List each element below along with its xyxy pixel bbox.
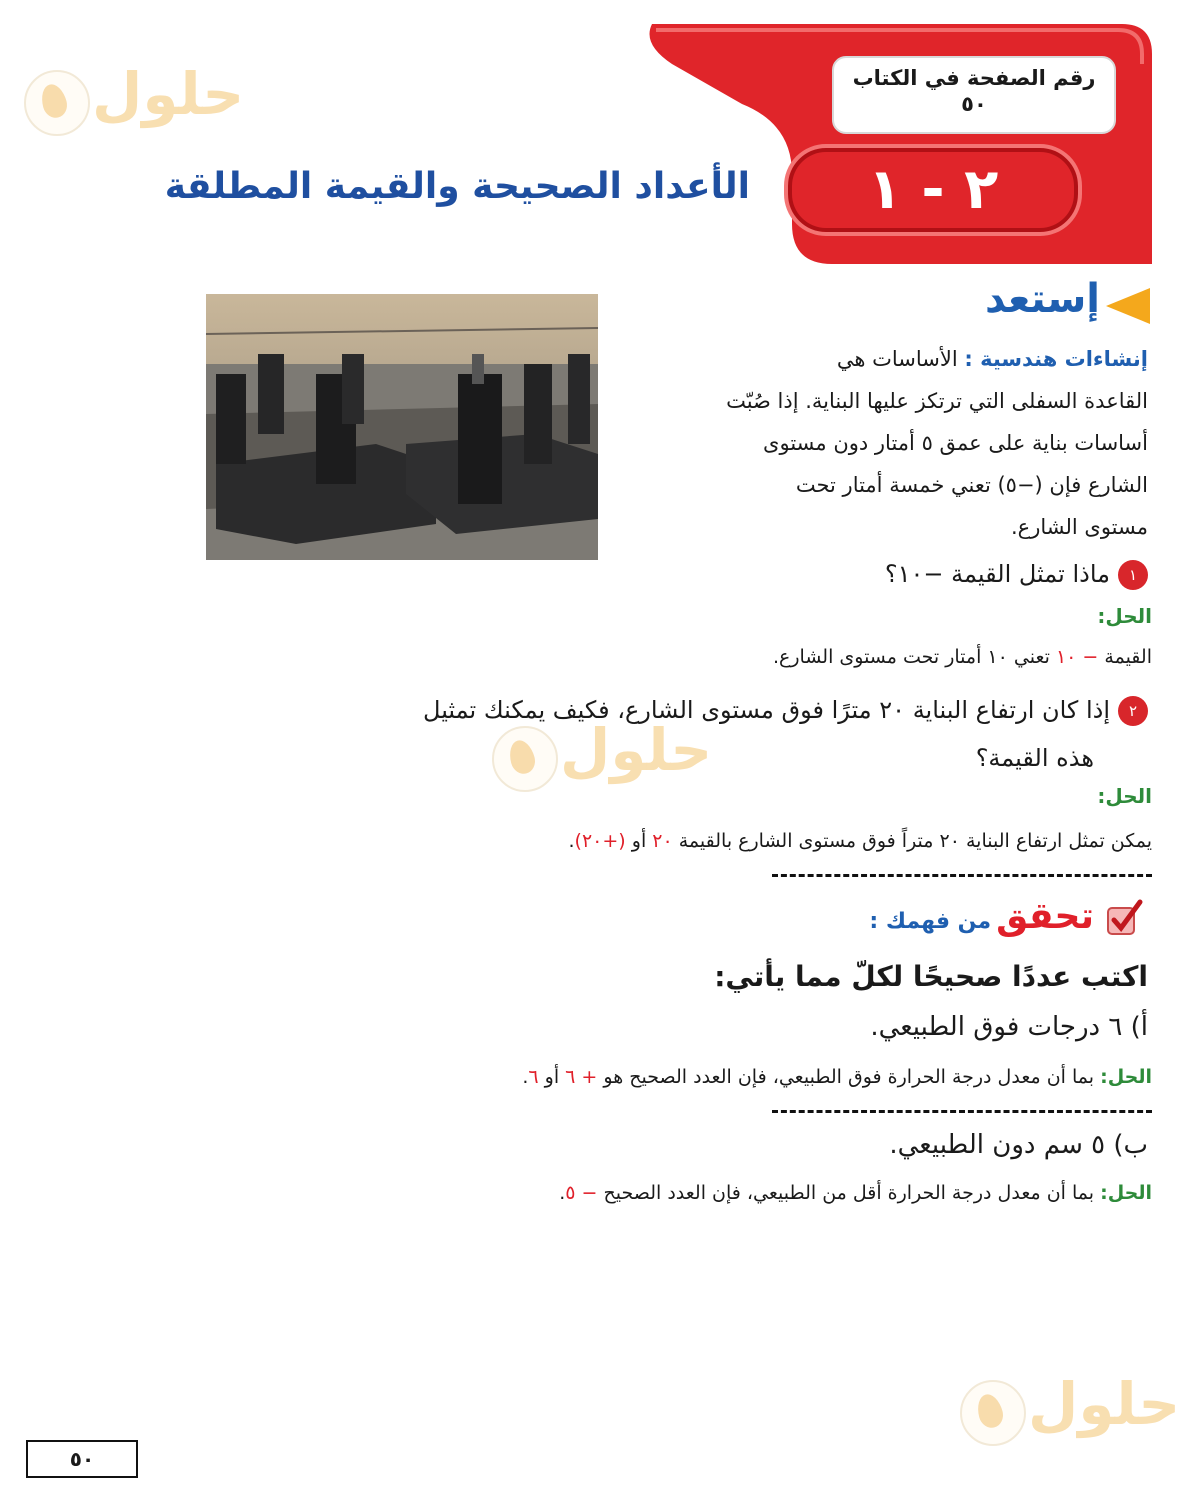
page-ref-value: ٥٠ — [961, 92, 987, 116]
solution-suffix: تعني ١٠ أمتار تحت مستوى الشارع. — [772, 646, 1050, 668]
check-understanding-heading — [869, 896, 1148, 937]
ready-heading: إستعد — [984, 276, 1100, 322]
watermark-logo — [960, 1370, 1181, 1448]
check-heading-big: تحقق — [996, 896, 1094, 937]
logo-icon — [492, 726, 558, 792]
watermark-text: حلول — [560, 716, 713, 784]
solution-value: − ٥ — [565, 1182, 598, 1204]
solution-text: بما أن معدل درجة الحرارة فوق الطبيعي، فإن العدد الصحيح هو — [603, 1066, 1095, 1088]
solution-value: ٢٠ — [652, 830, 673, 852]
logo-icon — [24, 70, 90, 136]
solution-label: الحل: — [1097, 604, 1152, 628]
question-number-badge: ١ — [1118, 560, 1148, 590]
watermark-text: حلول — [92, 60, 245, 128]
solution-prefix: يمكن تمثل ارتفاع البناية ٢٠ متراً فوق مستوى الشارع بالقيمة — [678, 830, 1152, 852]
solution-label: الحل: — [1097, 784, 1152, 808]
page-ref-label: رقم الصفحة في الكتاب — [852, 66, 1096, 90]
logo-icon — [960, 1380, 1026, 1446]
lesson-number-badge — [784, 144, 1082, 236]
solution-value: − ١٠ — [1055, 646, 1099, 668]
check-task: اكتب عددًا صحيحًا لكلّ مما يأتي: — [714, 960, 1148, 993]
solution-value: ٦ — [528, 1066, 539, 1088]
paragraph-line: الشارع فإن (−٥) تعني خمسة أمتار تحت — [795, 473, 1148, 497]
solution-end: . — [522, 1066, 529, 1088]
ready-paragraph — [608, 338, 1148, 548]
solution-text: بما أن معدل درجة الحرارة أقل من الطبيعي، فإن العدد الصحيح — [603, 1182, 1095, 1204]
question-1 — [885, 560, 1148, 590]
solution-2 — [568, 830, 1152, 852]
part-a-solution — [522, 1066, 1152, 1088]
solution-mid: أو — [631, 830, 647, 852]
divider — [772, 874, 1152, 877]
solution-label: الحل: — [1100, 1066, 1152, 1088]
part-b: ب) ٥ سم دون الطبيعي. — [889, 1130, 1148, 1160]
ready-topic: إنشاءات هندسية : — [964, 347, 1148, 371]
solution-mid: أو — [544, 1066, 560, 1088]
paragraph-line: مستوى الشارع. — [1011, 515, 1148, 539]
page-number: ٥٠ — [26, 1440, 138, 1478]
question-text: إذا كان ارتفاع البناية ٢٠ مترًا فوق مستوى الشارع، فكيف يمكنك تمثيل — [423, 696, 1110, 724]
check-heading-small: من فهمك : — [869, 909, 992, 934]
watermark-logo — [24, 60, 245, 138]
solution-value: + ٦ — [565, 1066, 598, 1088]
paragraph-line: أساسات بناية على عمق ٥ أمتار دون مستوى — [763, 431, 1148, 455]
part-b-solution — [559, 1182, 1152, 1204]
divider — [772, 1110, 1152, 1113]
question-2 — [423, 696, 1148, 726]
question-number-badge: ٢ — [1118, 696, 1148, 726]
paragraph-line: الأساسات هي — [836, 347, 958, 371]
solution-label: الحل: — [1100, 1182, 1152, 1204]
question-2-continuation: هذه القيمة؟ — [975, 744, 1094, 772]
book-page-reference — [832, 56, 1116, 134]
watermark-logo — [492, 716, 713, 794]
ready-arrow-icon — [1106, 288, 1150, 324]
question-text: ماذا تمثل القيمة −١٠؟ — [884, 560, 1110, 588]
solution-value: (+٢٠) — [574, 830, 626, 852]
solution-prefix: القيمة — [1104, 646, 1152, 668]
part-a: أ) ٦ درجات فوق الطبيعي. — [870, 1012, 1148, 1042]
solution-end: . — [559, 1182, 566, 1204]
solution-end: . — [568, 830, 575, 852]
lesson-number: ٢ - ١ — [867, 157, 999, 222]
paragraph-line: القاعدة السفلى التي ترتكز عليها البناية. إذا صُبّت — [726, 389, 1148, 413]
foundation-columns-photo — [206, 294, 598, 560]
watermark-text: حلول — [1028, 1370, 1181, 1438]
lesson-title: الأعداد الصحيحة والقيمة المطلقة — [164, 166, 750, 207]
solution-1 — [773, 646, 1152, 668]
